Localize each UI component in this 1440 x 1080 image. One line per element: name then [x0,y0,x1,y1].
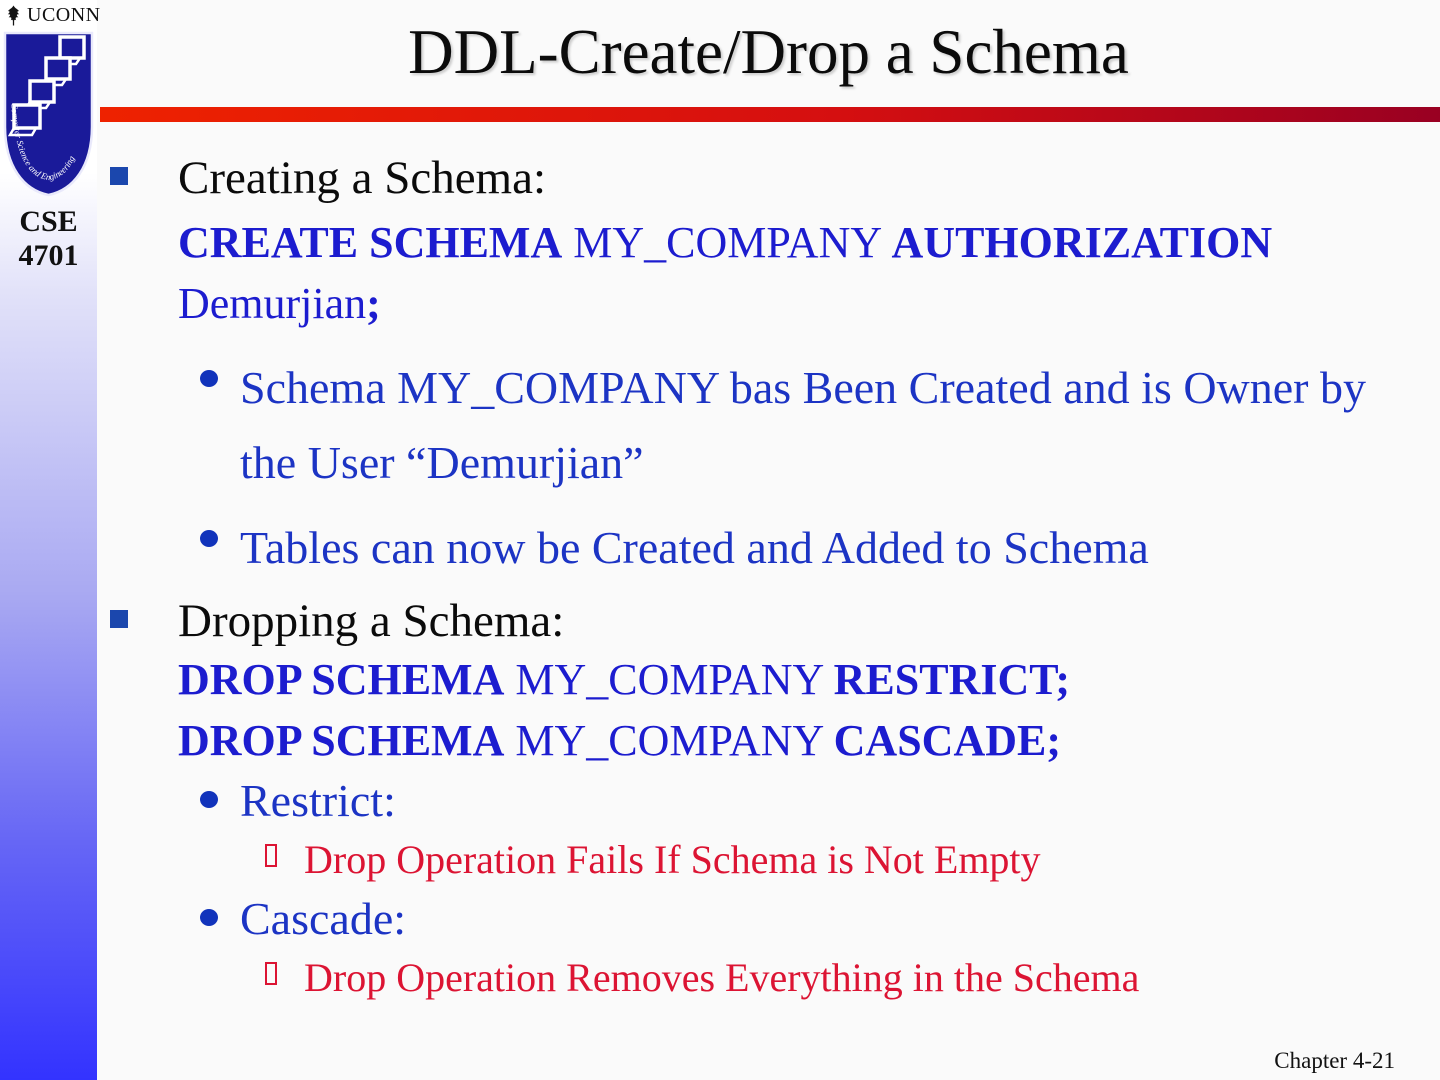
dot-bullet-icon [200,909,218,926]
bullet-cascade [97,889,1440,949]
course-number: 4701 [18,239,79,272]
dot-bullet-icon [200,791,218,808]
sql-terminator: ; [366,279,381,328]
slide-title: DDL-Create/Drop a Schema [408,17,1129,87]
heading-creating-schema [97,150,1440,206]
sql-identifier: Demurjian [178,279,367,328]
course-code: CSE [19,205,78,238]
box-bullet-icon [265,844,277,867]
square-bullet-icon [110,167,128,185]
sql-drop-cascade-line [178,710,1440,771]
bullet-tables-added [97,510,1440,585]
bullet-text: Restrict: [240,775,396,826]
sql-drop-restrict-line [178,649,1440,710]
sql-identifier: MY_COMPANY [504,716,834,765]
sidebar [0,0,101,1080]
sql-authorization-owner-line [178,273,1440,334]
sql-keyword: CREATE SCHEMA [178,218,563,267]
heading-text: Dropping a Schema: [178,595,565,647]
sub-bullet-cascade-detail [97,949,1440,1007]
sql-create-schema-line [178,212,1440,273]
sql-keyword: RESTRICT; [833,655,1070,704]
bullet-text: Schema MY_COMPANY bas Been Created and is Owner by the User “Demurjian” [240,362,1366,488]
seal-caption: Computer Science and Engineering [9,102,77,183]
oak-leaf-icon [3,4,24,27]
square-bullet-icon [110,610,128,628]
sub-bullet-text: Drop Operation Removes Everything in the Schema [304,955,1140,1000]
sql-keyword: DROP SCHEMA [178,655,505,704]
bullet-restrict [97,771,1440,831]
sql-keyword: AUTHORIZATION [891,218,1273,267]
sub-bullet-text: Drop Operation Fails If Schema is Not Empty [304,837,1041,882]
dot-bullet-icon [200,530,218,547]
course-label [0,205,97,273]
slide-body [97,130,1440,1007]
sql-keyword: DROP SCHEMA [178,716,505,765]
bullet-schema-created [97,350,1440,500]
bullet-text: Cascade: [240,893,407,944]
sql-keyword: CASCADE; [833,716,1061,765]
cse-department-seal [2,31,95,198]
box-bullet-icon [265,962,277,985]
heading-dropping-schema [97,593,1440,649]
heading-text: Creating a Schema: [178,152,547,204]
university-name: UCONN [27,3,101,26]
title-divider-rule [100,107,1440,122]
uconn-logo [0,0,101,30]
bullet-text: Tables can now be Created and Added to Schema [240,522,1149,573]
page-number: Chapter 4-21 [1274,1048,1395,1073]
sql-identifier: MY_COMPANY [504,655,834,704]
sub-bullet-restrict-detail [97,831,1440,889]
dot-bullet-icon [200,370,218,387]
sql-identifier: MY_COMPANY [562,218,892,267]
